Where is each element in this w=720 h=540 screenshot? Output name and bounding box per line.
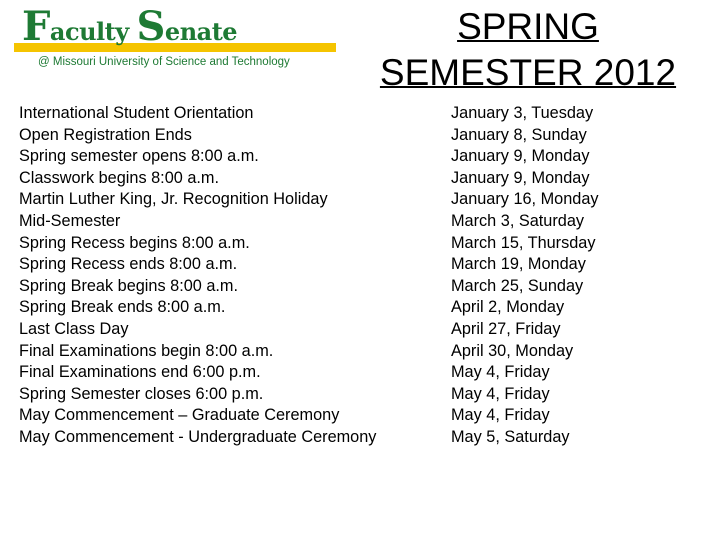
event-date: March 15, Thursday xyxy=(451,233,596,252)
event-date: May 4, Friday xyxy=(451,384,550,403)
event-date: January 9, Monday xyxy=(451,168,590,187)
logo-subtitle: @ Missouri University of Science and Technology xyxy=(38,56,290,68)
event-date: March 3, Saturday xyxy=(451,211,585,230)
event-name: Spring Break ends 8:00 a.m. xyxy=(19,298,226,317)
event-date: April 27, Friday xyxy=(451,319,561,338)
event-name: Spring Break begins 8:00 a.m. xyxy=(19,276,239,295)
event-name: Martin Luther King, Jr. Recognition Holiday xyxy=(19,190,328,209)
page-title xyxy=(360,4,696,96)
event-date: January 16, Monday xyxy=(451,190,599,209)
date-list xyxy=(451,103,599,449)
title-line-1: SPRING xyxy=(457,6,599,47)
title-line-2: SEMESTER 2012 xyxy=(379,52,677,93)
event-date: March 19, Monday xyxy=(451,255,586,274)
event-date: January 8, Sunday xyxy=(451,125,587,144)
event-date: May 4, Friday xyxy=(451,406,550,425)
event-date: April 30, Monday xyxy=(451,341,574,360)
event-name: Final Examinations end 6:00 p.m. xyxy=(19,363,261,382)
event-name: Final Examinations begin 8:00 a.m. xyxy=(19,341,274,360)
event-name: May Commencement - Undergraduate Ceremony xyxy=(19,427,377,446)
event-name: Open Registration Ends xyxy=(19,125,192,144)
event-name: May Commencement – Graduate Ceremony xyxy=(19,406,340,425)
event-list xyxy=(19,103,376,449)
event-name: Mid-Semester xyxy=(19,211,121,230)
logo-wordmark: Faculty Senate xyxy=(22,3,238,50)
event-name: Last Class Day xyxy=(19,319,129,338)
event-date: May 4, Friday xyxy=(451,363,550,382)
event-date: May 5, Saturday xyxy=(451,427,570,446)
event-date: April 2, Monday xyxy=(451,298,565,317)
event-name: Spring Semester closes 6:00 p.m. xyxy=(19,384,264,403)
event-name: International Student Orientation xyxy=(19,104,254,122)
event-name: Spring semester opens 8:00 a.m. xyxy=(19,147,259,166)
faculty-senate-logo xyxy=(12,3,337,75)
event-name: Spring Recess begins 8:00 a.m. xyxy=(19,233,250,252)
event-name: Classwork begins 8:00 a.m. xyxy=(19,168,219,187)
event-date: January 9, Monday xyxy=(451,147,590,166)
event-name: Spring Recess ends 8:00 a.m. xyxy=(19,255,238,274)
event-date: March 25, Sunday xyxy=(451,276,584,295)
event-date: January 3, Tuesday xyxy=(451,104,594,122)
